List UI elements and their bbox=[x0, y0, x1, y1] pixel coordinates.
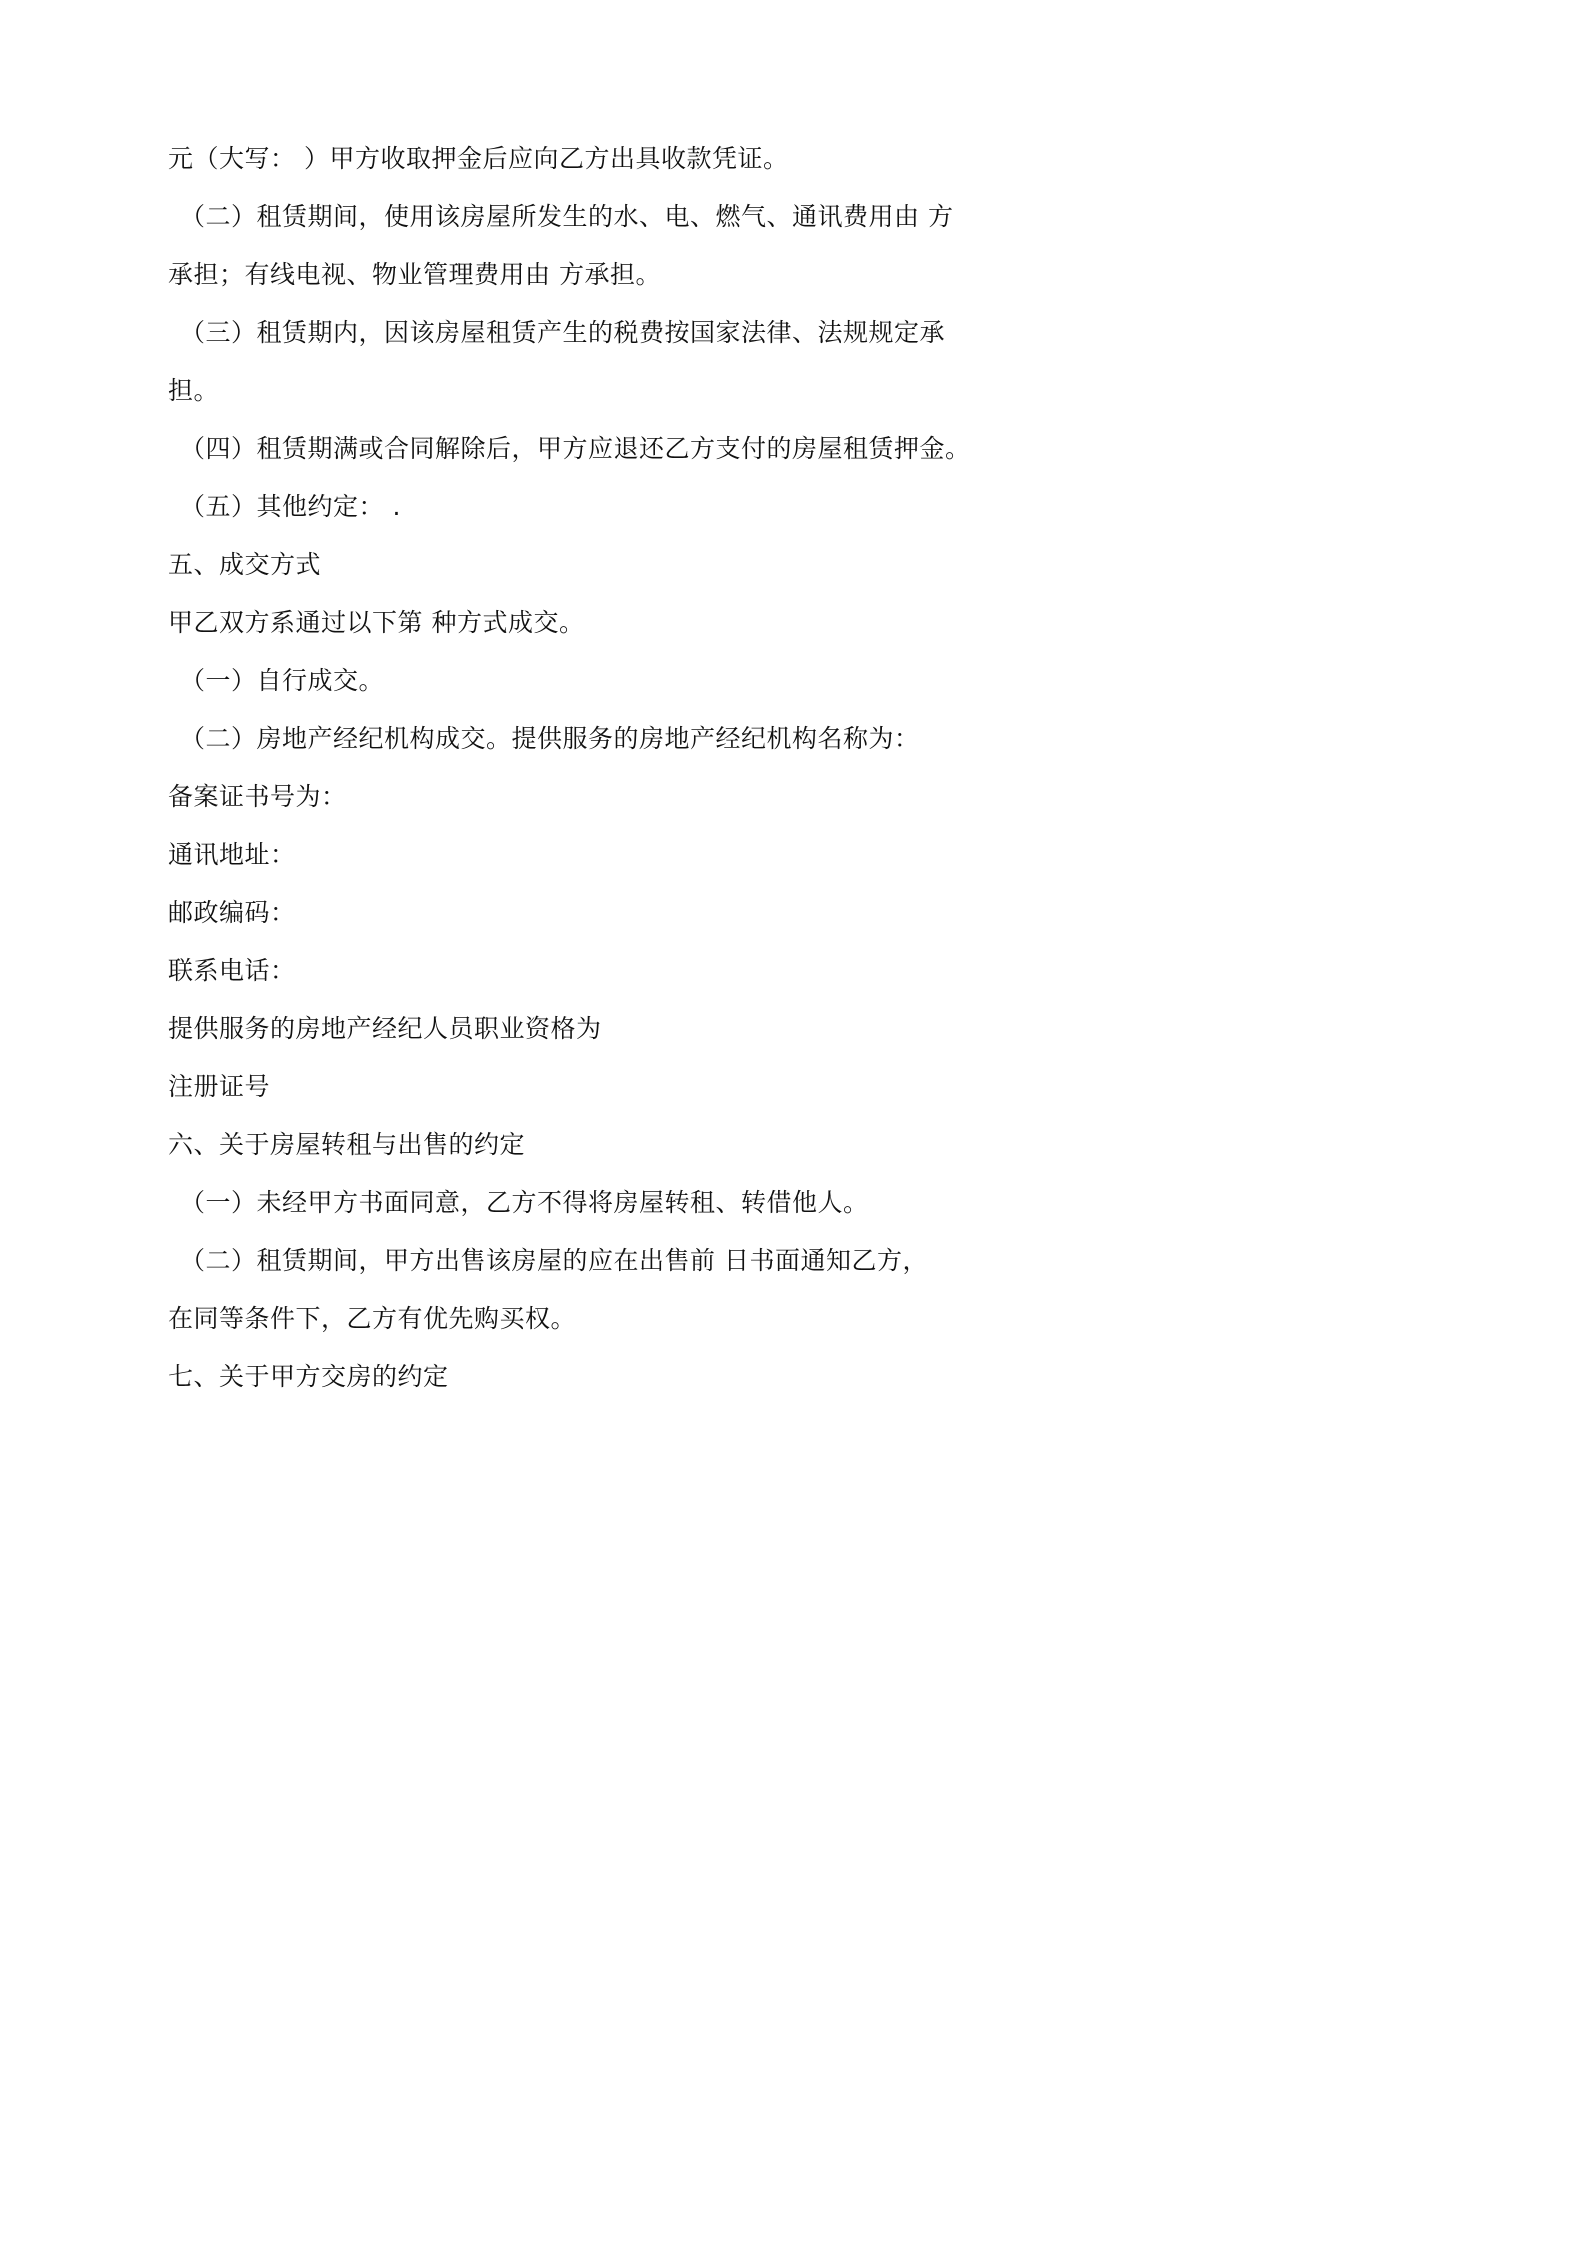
text-line: 提供服务的房地产经纪人员职业资格为 bbox=[168, 1014, 602, 1043]
section-heading: 六、关于房屋转租与出售的约定 bbox=[168, 1130, 526, 1159]
text-line: 担。 bbox=[168, 376, 220, 405]
text-line: 注册证号 bbox=[168, 1072, 271, 1101]
section-heading: 五、成交方式 bbox=[168, 550, 322, 579]
section-heading: 七、关于甲方交房的约定 bbox=[168, 1362, 449, 1391]
text-line: 承担；有线电视、物业管理费用由 方承担。 bbox=[168, 260, 661, 289]
text-line: 通讯地址： bbox=[168, 840, 296, 869]
text-line: 备案证书号为： bbox=[168, 782, 347, 811]
text-line: 元（大写： ）甲方收取押金后应向乙方出具收款凭证。 bbox=[168, 144, 789, 173]
text-line: （二）房地产经纪机构成交。提供服务的房地产经纪机构名称为： bbox=[180, 724, 920, 753]
text-line: 在同等条件下，乙方有优先购买权。 bbox=[168, 1304, 577, 1333]
document-page bbox=[0, 0, 1100, 1556]
text-line: 联系电话： bbox=[168, 956, 296, 985]
text-line: 邮政编码： bbox=[168, 898, 296, 927]
text-line: （二）租赁期间，使用该房屋所发生的水、电、燃气、通讯费用由 方 bbox=[180, 202, 954, 231]
text-line: （三）租赁期内，因该房屋租赁产生的税费按国家法律、法规规定承 bbox=[180, 318, 946, 347]
text-line: （五）其他约定： . bbox=[180, 492, 401, 521]
text-line: （四）租赁期满或合同解除后，甲方应退还乙方支付的房屋租赁押金。 bbox=[180, 434, 971, 463]
text-line: （二）租赁期间，甲方出售该房屋的应在出售前 日书面通知乙方， bbox=[180, 1246, 928, 1275]
text-line: （一）未经甲方书面同意，乙方不得将房屋转租、转借他人。 bbox=[180, 1188, 869, 1217]
text-line: （一）自行成交。 bbox=[180, 666, 385, 695]
text-line: 甲乙双方系通过以下第 种方式成交。 bbox=[168, 608, 585, 637]
